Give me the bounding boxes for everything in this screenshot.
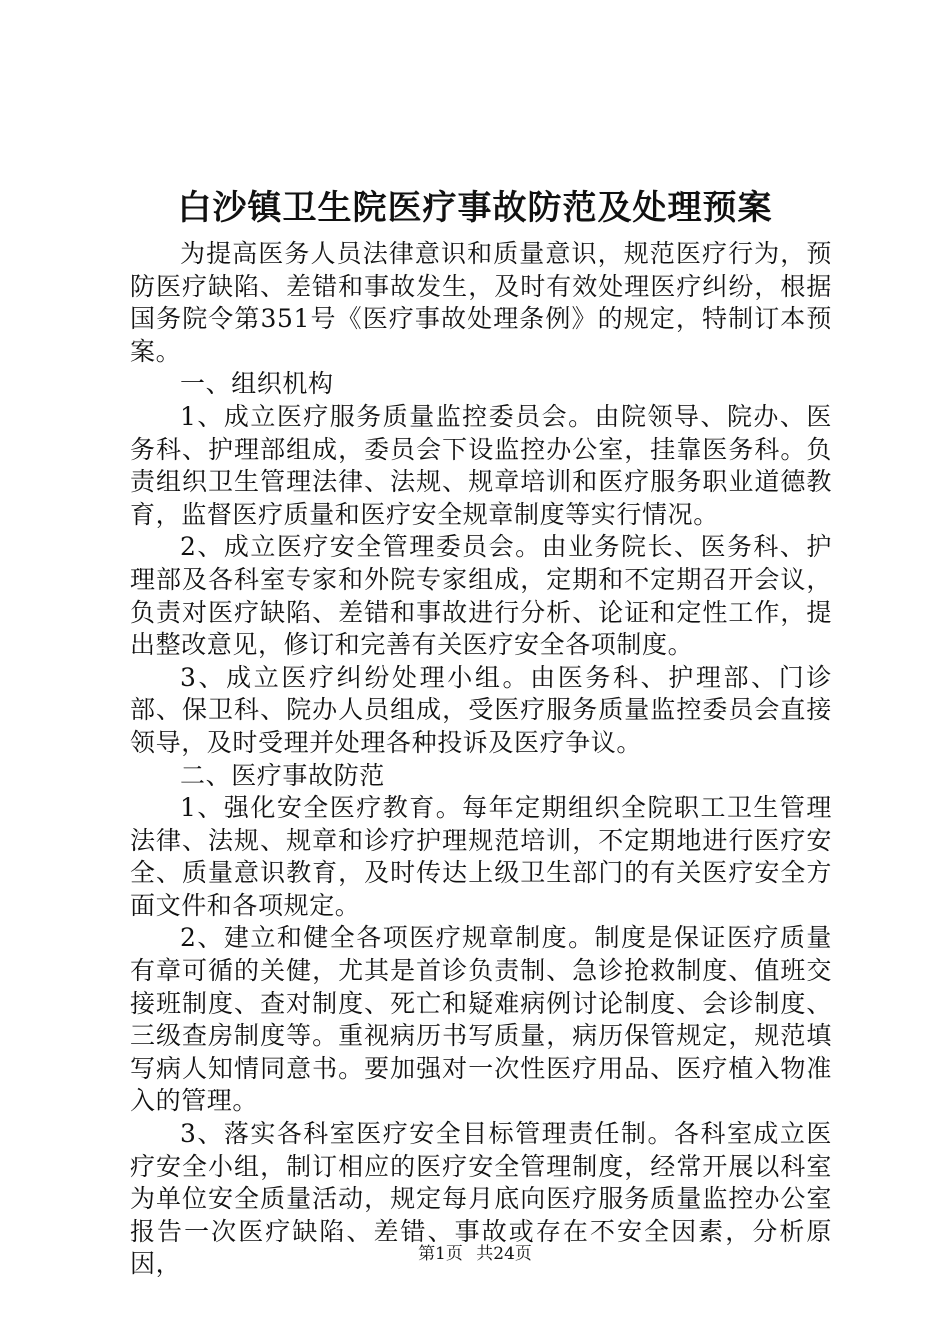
document-title: 白沙镇卫生院医疗事故防范及处理预案 bbox=[177, 188, 773, 228]
paragraph-prevention-2: 2、建立和健全各项医疗规章制度。制度是保证医疗质量有章可循的关健，尤其是首诊负责制、急诊抢救制度、值班交接班制度、查对制度、死亡和疑难病例讨论制度、会诊制度、三级查房制度等。重视病历书写质量，病历保管规定，规范填写病人知情同意书。要加强对一次性医疗用品、医疗植入物准入的管理。 bbox=[130, 923, 832, 1116]
page-number: 第1页 bbox=[418, 1244, 463, 1264]
document-body bbox=[130, 238, 832, 1281]
paragraph-org-1: 1、成立医疗服务质量监控委员会。由院领导、院办、医务科、护理部组成，委员会下设监控办公室，挂靠医务科。负责组织卫生管理法律、法规、规章培训和医疗服务职业道德教育，监督医疗质量和医疗安全规章制度等实行情况。 bbox=[130, 401, 832, 529]
paragraph-org-3: 3、成立医疗纠纷处理小组。由医务科、护理部、门诊部、保卫科、院办人员组成，受医疗服务质量监控委员会直接领导，及时受理并处理各种投诉及医疗争议。 bbox=[130, 662, 832, 757]
paragraph-org-2: 2、成立医疗安全管理委员会。由业务院长、医务科、护理部及各科室专家和外院专家组成，定期和不定期召开会议，负责对医疗缺陷、差错和事故进行分析、论证和定性工作，提出整改意见，修订和完善有关医疗安全各项制度。 bbox=[130, 532, 832, 660]
paragraph-prevention-3: 3、落实各科室医疗安全目标管理责任制。各科室成立医疗安全小组，制订相应的医疗安全管理制度，经常开展以科室为单位安全质量活动，规定每月底向医疗服务质量监控办公室报告一次医疗缺陷、差错、事故或存在不安全因素，分析原因， bbox=[130, 1119, 832, 1279]
section-heading-prevention: 二、医疗事故防范 bbox=[180, 760, 385, 790]
page-total: 共24页 bbox=[476, 1244, 532, 1264]
page-footer bbox=[0, 1242, 950, 1266]
paragraph-intro: 为提高医务人员法律意识和质量意识，规范医疗行为，预防医疗缺陷、差错和事故发生，及时有效处理医疗纠纷，根据国务院令第351号《医疗事故处理条例》的规定，特制订本预案。 bbox=[130, 239, 832, 366]
section-heading-organization: 一、组织机构 bbox=[180, 369, 334, 399]
paragraph-prevention-1: 1、强化安全医疗教育。每年定期组织全院职工卫生管理法律、法规、规章和诊疗护理规范培训，不定期地进行医疗安全、质量意识教育，及时传达上级卫生部门的有关医疗安全方面文件和各项规定。 bbox=[130, 793, 832, 920]
